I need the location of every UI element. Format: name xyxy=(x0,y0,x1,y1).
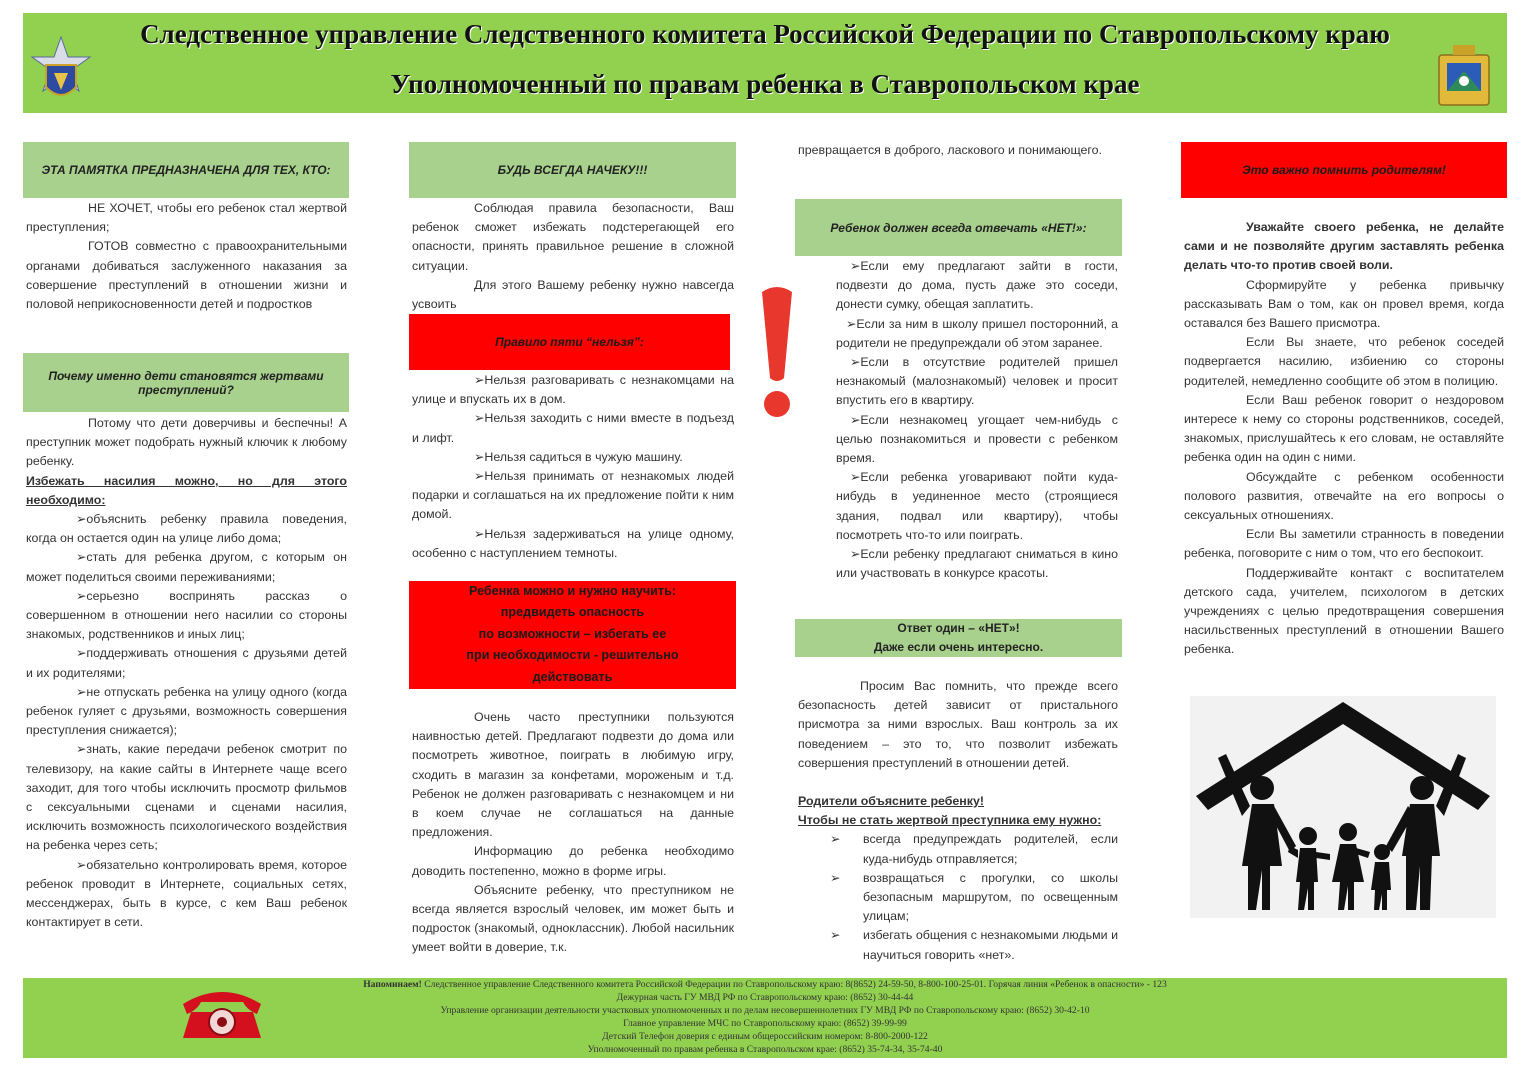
teach-line: действовать xyxy=(532,669,613,684)
stavropol-coat-of-arms-icon xyxy=(1433,41,1495,111)
paragraph: Информацию до ребенка необходимо доводить постепенно, можно в форме игры. xyxy=(412,844,734,878)
column-3-list xyxy=(836,257,1118,583)
be-alert-box: БУДЬ ВСЕГДА НАЧЕКУ!!! xyxy=(409,142,736,198)
memo-audience-box: ЭТА ПАМЯТКА ПРЕДНАЗНАЧЕНА ДЛЯ ТЕХ, КТО: xyxy=(23,142,349,198)
teach-line: предвидеть опасность xyxy=(500,605,645,620)
column-2-body xyxy=(412,708,734,958)
column-3-top xyxy=(798,141,1118,160)
teach-child-box xyxy=(409,581,736,689)
subheading: Родители объясните ребенку! xyxy=(798,794,984,809)
exclamation-icon xyxy=(752,282,802,422)
paragraph: Потому что дети доверчивы и беспечны! А преступник может подобрать нужный ключик к любому ребенку. xyxy=(26,416,347,469)
list-item: ➢Нельзя задерживаться на улице одному, особенно с наступлением темноты. xyxy=(412,526,734,560)
answer-line: Ответ один – «НЕТ»! xyxy=(897,621,1020,635)
footer-line-4: Главное управление МЧС по Ставропольскому краю: (8652) 39-99-99 xyxy=(623,1018,907,1029)
list-item: ➢объяснить ребенку правила поведения, когда он остается один на улице либо дома; xyxy=(26,512,347,546)
list-item: ➢Нельзя садиться в чужую машину. xyxy=(474,449,683,464)
footer-line-5: Детский Телефон доверия с единым общероссийским номером: 8-800-2000-122 xyxy=(602,1031,928,1042)
header-title-1: Следственное управление Следственного комитета Российской Федерации по Ставропольскому краю xyxy=(140,19,1390,49)
list-item: ➢Нельзя заходить с ними вместе в подъезд и лифт. xyxy=(412,411,734,445)
teach-line: по возможности – избегать ее xyxy=(478,626,667,641)
paragraph: Если Вы знаете, что ребенок соседей подвергается насилию, избиению со стороны родителей, немедленно сообщите об этом в полицию. xyxy=(1184,335,1504,388)
paragraph: Поддерживайте контакт с воспитателем детского сада, учителем, психологом в детских учреждениях с целью предотвращения совершения насильственных преступлений в отношении Вашего ребенка. xyxy=(1184,565,1504,657)
column-2-rules xyxy=(412,371,734,563)
say-no-box: Ребенок должен всегда отвечать «НЕТ!»: xyxy=(795,199,1122,256)
list-item: ➢Нельзя принимать от незнакомых людей подарки и соглашаться на их предложение пойти к ним домой. xyxy=(412,469,734,522)
list-item: ➢серьезно воспринять рассказ о совершенном в отношении него насилии со стороны знакомых, родственников и иных лиц; xyxy=(26,588,347,642)
column-3-body xyxy=(798,677,1118,965)
parents-remember-box: Это важно помнить родителям! xyxy=(1181,142,1507,198)
paragraph: Если Вы заметили странность в поведении ребенка, поговорите с ним о том, что его беспокоит. xyxy=(1184,527,1504,561)
footer-line-3: Управление организации деятельности участковых уполномоченных и по делам несовершеннолетних ГУ МВД РФ по Ставропольскому краю: (8652) 30-42-10 xyxy=(440,1005,1090,1016)
list-item: ➢Нельзя разговаривать с незнакомцами на улице и впускать их в дом. xyxy=(412,373,734,407)
footer-line-1: Напоминаем! Следственное управление Следственного комитета Российской Федерации по Ставропольскому краю: 8(8652) 24-59-50, 8-800-100-25-01. Горячая линия «Ребенок в опасности» - 123 xyxy=(363,979,1167,990)
paragraph: Обсуждайте с ребенком особенности полового развития, отвечайте на его вопросы о сексуальных отношениях. xyxy=(1184,469,1504,523)
list-item: ➢Если незнакомец угощает чем-нибудь с целью познакомиться и провести с ребенком время. xyxy=(836,412,1118,466)
list-item: ➢Если ему предлагают зайти в гости, подвезти до дома, пусть даже это соседи, донести сумку, обещая заплатить. xyxy=(836,259,1118,312)
column-1-body xyxy=(26,414,347,932)
list-item: ➢ всегда предупреждать родителей, если куда-нибудь отправляется; xyxy=(830,832,1118,866)
why-children-box: Почему именно дети становятся жертвами преступлений? xyxy=(23,353,349,412)
paragraph: Сформируйте у ребенка привычку рассказывать Вам о том, как он провел время, когда оставался без Вашего присмотра. xyxy=(1184,277,1504,331)
list-item: ➢обязательно контролировать время, которое ребенок проводит в Интернете, социальных сетях, мессенджерах, быть в курсе, с кем Ваш ребенок контактирует в сети. xyxy=(26,857,347,930)
paragraph: НЕ ХОЧЕТ, чтобы его ребенок стал жертвой преступления; xyxy=(26,201,347,235)
paragraph: Объясните ребенку, что преступником не всегда является взрослый человек, им может быть и подросток (знакомый, одноклассник). Любой насильник умеет войти в доверие, т.к. xyxy=(412,882,734,955)
footer-line-6: Уполномоченный по правам ребенка в Ставропольском крае: (8652) 35-74-34, 35-74-40 xyxy=(587,1044,943,1055)
list-item: ➢стать для ребенка другом, с которым он может поделиться своими переживаниями; xyxy=(26,550,347,584)
list-item: ➢ возвращаться с прогулки, со школы безопасным маршрутом, по освещенным улицам; xyxy=(830,870,1118,924)
footer-contacts xyxy=(23,978,1507,1058)
subheading: Избежать насилия можно, но для этого необходимо: xyxy=(26,473,347,507)
paragraph: Уважайте своего ребенка, не делайте сами и не позволяйте другим заставлять ребенка делать что-то против своей воли. xyxy=(1184,220,1504,273)
column-2-intro xyxy=(412,199,734,314)
list-item: ➢ избегать общения с незнакомыми людьми и научиться говорить «нет». xyxy=(830,928,1118,962)
footer-line-2: Дежурная часть ГУ МВД РФ по Ставропольскому краю: (8652) 30-44-44 xyxy=(616,992,914,1003)
list-item: ➢Если в отсутствие родителей пришел незнакомый (малознакомый) человек и просит впустить его в квартиру. xyxy=(836,355,1118,408)
list-item: ➢знать, какие передачи ребенок смотрит по телевизору, на какие сайты в Интернете чаще всего заходит, для того чтобы исключить просмотр фильмов с сексуальными сценами и сценами насилия, исключить возможность психологического воздействия на ребенка через сеть; xyxy=(26,742,347,853)
list-item: ➢поддерживать отношения с друзьями детей и их родителями; xyxy=(26,646,347,680)
column-1-intro xyxy=(26,199,347,314)
answer-no-box xyxy=(795,619,1122,657)
paragraph: Соблюдая правила безопасности, Ваш ребенок сможет избежать подстерегающей его опасности, принять правильное решение в сложной ситуации. xyxy=(412,201,734,273)
teach-line: при необходимости - решительно xyxy=(466,648,679,663)
list-item: ➢Если ребенку предлагают сниматься в кино или участвовать в конкурсе красоты. xyxy=(836,547,1118,581)
answer-line: Даже если очень интересно. xyxy=(873,640,1044,654)
five-rules-box: Правило пяти “нельзя”: xyxy=(409,314,730,370)
list-item: ➢Если за ним в школу пришел посторонний, а родители не предупреждали об этом заранее. xyxy=(836,316,1118,350)
paragraph: ГОТОВ совместно с правоохранительными органами добиваться заслуженного наказания за совершение преступлений в отношении жизни и половой неприкосновенности детей и подростков xyxy=(26,239,347,312)
paragraph: Если Ваш ребенок говорит о нездоровом интересе к нему со стороны родственников, соседей, знакомых, прислушайтесь к его словам, не оставляйте ребенка один на один с ними. xyxy=(1184,392,1504,465)
list-item: ➢не отпускать ребенка на улицу одного (когда ребенок гуляет с друзьями, возможность совершения преступления снижается); xyxy=(26,684,347,738)
paragraph: Для этого Вашему ребенку нужно навсегда усвоить xyxy=(412,277,734,312)
paragraph: Очень часто преступники пользуются наивностью детей. Предлагают подвезти до дома или посмотреть животное, поиграть в любимую игру, сходить в магазин за конфетами, мороженым и т.д. Ребенок не должен разговаривать с незнакомцем и ни в коем случае не соглашаться на данные предложения. xyxy=(412,710,734,840)
header-title-2: Уполномоченный по правам ребенка в Ставропольском крае xyxy=(390,69,1140,99)
family-house-icon xyxy=(1190,696,1496,918)
teach-line: Ребенка можно и нужно научить: xyxy=(468,584,677,598)
paragraph: превращается в доброго, ласкового и понимающего. xyxy=(798,143,1102,157)
list-item: ➢Если ребенка уговаривают пойти куда-нибудь в уединенное место (строящиеся здания, подвал или квартиру), чтобы посмотреть что-то или поиграть. xyxy=(836,470,1118,542)
column-4-body xyxy=(1184,218,1504,660)
subheading: Чтобы не стать жертвой преступника ему нужно: xyxy=(798,813,1102,828)
header-banner xyxy=(23,13,1507,113)
paragraph: Просим Вас помнить, что прежде всего безопасность детей зависит от пристального присмотра за ними взрослых. Ваш контроль за их поведением – это то, что позволит избежать совершения преступлений в отношении детей. xyxy=(798,679,1118,770)
